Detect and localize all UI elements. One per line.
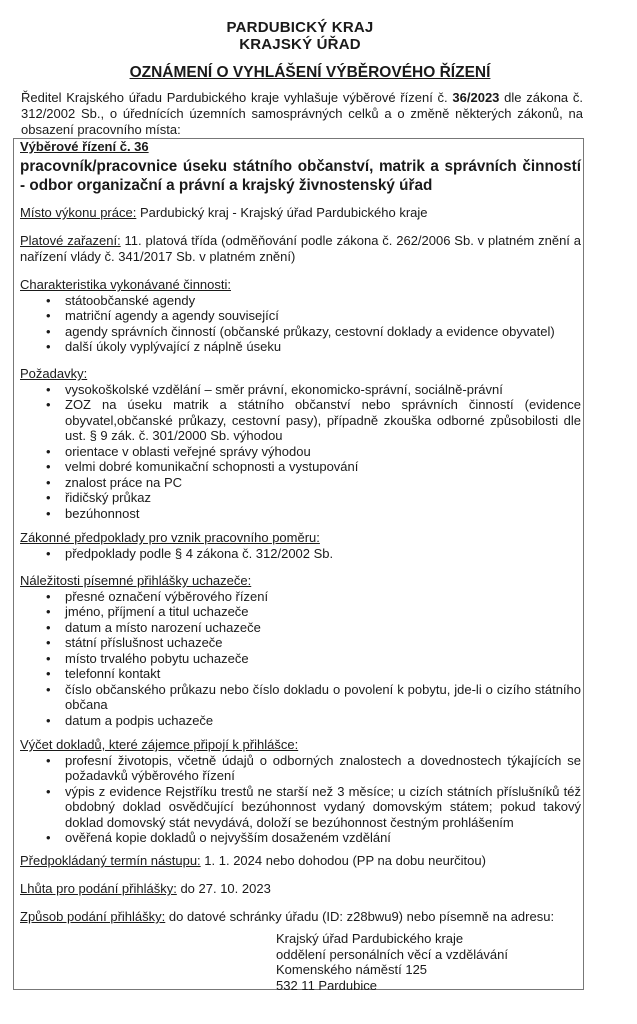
duties-section: [20, 277, 581, 355]
bullet-icon: •: [46, 830, 51, 845]
list-item-text: přesné označení výběrového řízení: [65, 588, 269, 604]
list-item-text: výpis z evidence Rejstříku trestů ne starší než 3 měsíce; u cizích státních příslušníků též obdobný doklad osvědčující bezúhonnost vydaný domovským státem; pokud takový doklad domovský stát nevydává, doloží se bezúhonnost čestným prohlášením: [65, 783, 581, 830]
list-item-text: znalost práce na PC: [65, 474, 183, 490]
list-item: [20, 293, 581, 309]
list-item: [20, 382, 581, 398]
legal-section: [20, 530, 581, 561]
start-label: Předpokládaný termín nástupu:: [20, 853, 201, 868]
bullet-icon: •: [46, 308, 51, 323]
document-title: OZNÁMENÍ O VYHLÁŠENÍ VÝBĚROVÉHO ŘÍZENÍ: [129, 64, 491, 81]
requirements-section: [20, 366, 581, 521]
bullet-icon: •: [46, 752, 51, 768]
bullet-icon: •: [46, 619, 51, 635]
duties-list: [20, 293, 581, 355]
intro-text-before: Ředitel Krajského úřadu Pardubického kraje vyhlašuje výběrové řízení č.: [21, 90, 453, 105]
bullet-icon: •: [46, 443, 51, 459]
application-list: [20, 589, 581, 729]
list-item: [20, 339, 581, 355]
deadline-label: Lhůta pro podání přihlášky:: [20, 881, 177, 896]
method-value: do datové schránky úřadu (ID: z28bwu9) nebo písemně na adresu:: [165, 909, 555, 924]
legal-list: [20, 546, 581, 562]
list-item: [20, 682, 581, 713]
list-item-text: místo trvalého pobytu uchazeče: [65, 650, 249, 666]
place-value: Pardubický kraj - Krajský úřad Pardubického kraje: [136, 205, 428, 220]
salary-label: Platové zařazení:: [20, 233, 121, 248]
list-item-text: ZOZ na úseku matrik a státního občanství nebo správních činností (evidence obyvatel,občanské průkazy, cestovní pasy), případně zkouška odborné způsobilosti dle ust. § 9 zák. č. 301/2000 Sb. výhodou: [65, 397, 581, 443]
procedure-number: 36/2023: [452, 90, 500, 105]
list-item-text: datum a podpis uchazeče: [65, 712, 214, 728]
list-item: [20, 620, 581, 636]
job-title: pracovník/pracovnice úseku státního občanství, matrik a správních činností - odbor organizační a právní a krajský živnostenský úřad: [20, 158, 581, 194]
list-item: [20, 589, 581, 605]
deadline-value: do 27. 10. 2023: [176, 881, 271, 896]
list-item: [20, 753, 581, 784]
list-item: [20, 397, 581, 444]
start-date: [20, 853, 581, 869]
list-item-text: bezúhonnost: [65, 505, 140, 521]
list-item-text: předpoklady podle § 4 zákona č. 312/2002 Sb.: [65, 545, 334, 561]
bullet-icon: •: [46, 459, 51, 474]
list-item-text: telefonní kontakt: [65, 666, 161, 681]
application-label: Náležitosti písemné přihlášky uchazeče:: [20, 573, 252, 588]
bullet-icon: •: [46, 650, 51, 666]
bullet-icon: •: [46, 681, 51, 697]
office-name: KRAJSKÝ ÚŘAD: [239, 36, 361, 53]
address-line: 532 11 Pardubice: [276, 977, 377, 993]
list-item-text: jméno, příjmení a titul uchazeče: [65, 604, 249, 619]
method-label: Způsob podání přihlášky:: [20, 909, 166, 924]
documents-list: [20, 753, 581, 846]
list-item: [20, 830, 581, 846]
list-item: [20, 604, 581, 620]
list-item: [20, 490, 581, 506]
list-item-text: velmi dobré komunikační schopnosti a vystupování: [65, 459, 359, 474]
list-item-text: vysokoškolské vzdělání – směr právní, ekonomicko-správní, sociálně-právní: [65, 381, 503, 397]
postal-address: [276, 931, 508, 993]
bullet-icon: •: [46, 381, 51, 397]
list-item-text: agendy správních činností (občanské průkazy, cestovní doklady a evidence obyvatel): [65, 323, 555, 339]
requirements-label: Požadavky:: [20, 366, 88, 381]
list-item: [20, 459, 581, 475]
list-item: [20, 546, 581, 562]
list-item: [20, 666, 581, 682]
bullet-icon: •: [46, 339, 51, 354]
list-item-text: další úkoly vyplývající z náplně úseku: [65, 339, 282, 354]
start-value: 1. 1. 2024 nebo dohodou (PP na dobu neurčitou): [200, 853, 486, 868]
place-of-work: [20, 205, 581, 221]
list-item-text: ověřená kopie dokladů o nejvyšším dosaženém vzdělání: [65, 830, 391, 845]
list-item-text: profesní životopis, včetně údajů o odborných znalostech a dovednostech týkajících se požadavků výběrového řízení: [65, 752, 581, 783]
list-item: [20, 444, 581, 460]
intro-text-after: dle zákona č. 312/2002 Sb., o úřednících územních samosprávných celků a o změně některých zákonů, na obsazení pracovního místa:: [21, 90, 583, 137]
duties-label: Charakteristika vykonávané činnosti:: [20, 277, 231, 292]
list-item: [20, 308, 581, 324]
bullet-icon: •: [46, 397, 51, 412]
list-item: [20, 635, 581, 651]
bullet-icon: •: [46, 783, 51, 799]
list-item: [20, 713, 581, 729]
bullet-icon: •: [46, 323, 51, 339]
list-item-text: státoobčanské agendy: [65, 292, 196, 308]
bullet-icon: •: [46, 490, 51, 505]
bullet-icon: •: [46, 666, 51, 681]
list-item-text: orientace v oblasti veřejné správy výhodou: [65, 443, 311, 459]
salary-grade: [20, 233, 581, 264]
intro-paragraph: [21, 90, 583, 138]
requirements-list: [20, 382, 581, 522]
list-item: [20, 324, 581, 340]
place-label: Místo výkonu práce:: [20, 205, 137, 220]
deadline: [20, 881, 581, 897]
list-item-text: matriční agendy a agendy související: [65, 308, 279, 323]
submission-method: [20, 909, 581, 925]
bullet-icon: •: [46, 292, 51, 308]
documents-section: [20, 737, 581, 846]
list-item-text: řidičský průkaz: [65, 490, 151, 505]
legal-label: Zákonné předpoklady pro vznik pracovního poměru:: [20, 530, 320, 545]
list-item: [20, 651, 581, 667]
address-line: oddělení personálních věcí a vzdělávání: [276, 946, 508, 962]
list-item-text: datum a místo narození uchazeče: [65, 619, 261, 635]
bullet-icon: •: [46, 712, 51, 728]
list-item: [20, 475, 581, 491]
application-section: [20, 573, 581, 728]
region-name: PARDUBICKÝ KRAJ: [226, 19, 374, 36]
bullet-icon: •: [46, 505, 51, 521]
list-item-text: státní příslušnost uchazeče: [65, 635, 223, 650]
bullet-icon: •: [46, 588, 51, 604]
address-line: Komenského náměstí 125: [276, 962, 428, 977]
address-line: Krajský úřad Pardubického kraje: [276, 931, 464, 946]
bullet-icon: •: [46, 635, 51, 650]
procedure-label: Výběrové řízení č. 36: [20, 139, 149, 154]
list-item-text: číslo občanského průkazu nebo číslo dokladu o povolení k pobytu, jde-li o cizího státního občana: [65, 681, 581, 712]
list-item: [20, 784, 581, 831]
salary-value: 11. platová třída (odměňování podle zákona č. 262/2006 Sb. v platném znění a nařízení vlády č. 341/2017 Sb. v platném znění): [20, 233, 581, 264]
bullet-icon: •: [46, 604, 51, 619]
bullet-icon: •: [46, 545, 51, 561]
documents-label: Výčet dokladů, které zájemce připojí k přihlášce:: [20, 737, 299, 752]
bullet-icon: •: [46, 474, 51, 490]
list-item: [20, 506, 581, 522]
